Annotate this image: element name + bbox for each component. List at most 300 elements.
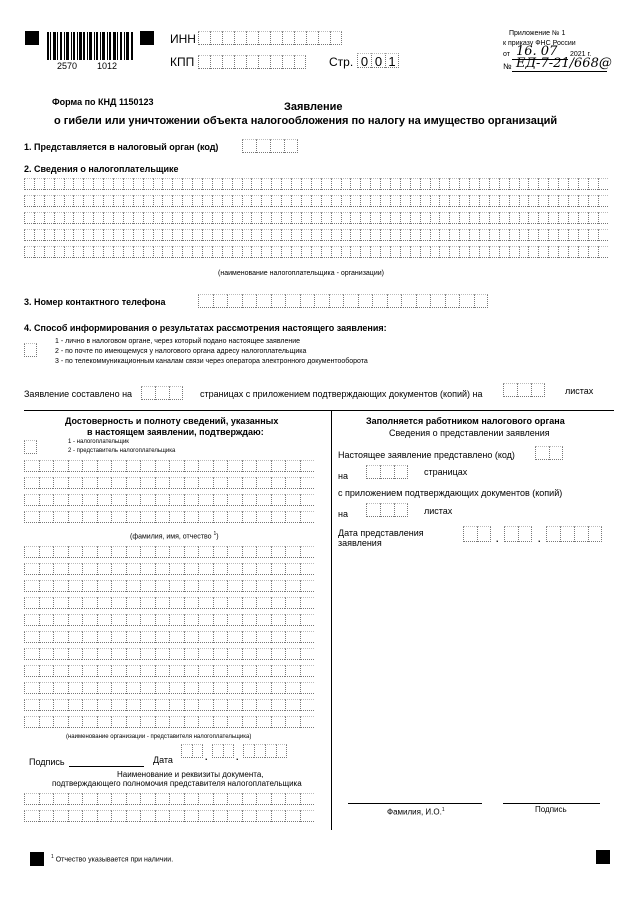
input-cell[interactable]	[281, 229, 291, 241]
input-cell[interactable]	[538, 229, 548, 241]
input-cell[interactable]	[140, 631, 155, 643]
input-cell[interactable]	[479, 178, 489, 190]
input-cell[interactable]	[133, 246, 143, 258]
input-cell[interactable]	[54, 246, 64, 258]
input-cell[interactable]	[169, 494, 184, 506]
input-cell[interactable]	[548, 246, 558, 258]
input-cell[interactable]	[300, 460, 315, 472]
input-cell[interactable]	[301, 212, 311, 224]
input-cell[interactable]	[82, 682, 97, 694]
input-cell[interactable]	[311, 195, 321, 207]
input-cell[interactable]	[430, 294, 445, 308]
input-cell[interactable]	[528, 229, 538, 241]
input-cell[interactable]	[123, 212, 133, 224]
input-cell[interactable]	[140, 793, 155, 805]
input-cell[interactable]	[82, 810, 97, 822]
input-cell[interactable]	[588, 526, 602, 542]
rep-org-row[interactable]	[24, 631, 314, 643]
input-cell[interactable]	[184, 460, 199, 472]
input-cell[interactable]	[519, 212, 529, 224]
input-cell[interactable]	[113, 229, 123, 241]
input-cell[interactable]	[519, 178, 529, 190]
input-cell[interactable]	[394, 503, 408, 517]
input-cell[interactable]	[93, 178, 103, 190]
input-cell[interactable]	[140, 460, 155, 472]
input-cell[interactable]	[213, 460, 228, 472]
input-cell[interactable]	[68, 546, 83, 558]
left-sign-line[interactable]	[69, 766, 144, 767]
input-cell[interactable]	[111, 580, 126, 592]
input-cell[interactable]	[198, 716, 213, 728]
input-cell[interactable]	[300, 810, 315, 822]
input-cell[interactable]	[300, 793, 315, 805]
input-cell[interactable]	[93, 212, 103, 224]
input-cell[interactable]	[504, 526, 518, 542]
input-cell[interactable]	[82, 580, 97, 592]
input-cell[interactable]	[479, 229, 489, 241]
input-cell[interactable]	[172, 246, 182, 258]
input-cell[interactable]	[192, 212, 202, 224]
rep-org-row[interactable]	[24, 563, 314, 575]
input-cell[interactable]	[83, 246, 93, 258]
input-cell[interactable]	[184, 546, 199, 558]
input-cell[interactable]	[256, 580, 271, 592]
input-cell[interactable]	[479, 212, 489, 224]
input-cell[interactable]	[140, 699, 155, 711]
input-cell[interactable]	[232, 195, 242, 207]
input-cell[interactable]	[68, 494, 83, 506]
input-cell[interactable]	[227, 294, 242, 308]
input-cell[interactable]	[182, 212, 192, 224]
input-cell[interactable]	[44, 246, 54, 258]
input-cell[interactable]	[111, 648, 126, 660]
input-cell[interactable]	[169, 648, 184, 660]
input-cell[interactable]	[24, 229, 34, 241]
input-cell[interactable]	[256, 294, 271, 308]
input-cell[interactable]	[53, 648, 68, 660]
input-cell[interactable]	[184, 614, 199, 626]
input-cell[interactable]	[285, 460, 300, 472]
input-cell[interactable]	[420, 246, 430, 258]
input-cell[interactable]	[509, 229, 519, 241]
input-cell[interactable]	[242, 665, 257, 677]
input-cell[interactable]	[370, 246, 380, 258]
input-cell[interactable]	[53, 699, 68, 711]
input-cell[interactable]	[68, 665, 83, 677]
input-cell[interactable]	[271, 212, 281, 224]
input-cell[interactable]	[140, 614, 155, 626]
phone-field[interactable]	[198, 294, 488, 308]
input-cell[interactable]	[251, 212, 261, 224]
input-cell[interactable]	[300, 699, 315, 711]
input-cell[interactable]	[53, 494, 68, 506]
input-cell[interactable]	[181, 744, 192, 758]
input-cell[interactable]	[439, 178, 449, 190]
input-cell[interactable]	[341, 178, 351, 190]
input-cell[interactable]	[271, 195, 281, 207]
input-cell[interactable]	[341, 212, 351, 224]
input-cell[interactable]	[242, 682, 257, 694]
input-cell[interactable]	[202, 229, 212, 241]
input-cell[interactable]	[39, 546, 54, 558]
input-cell[interactable]	[24, 580, 39, 592]
signer-fio-row[interactable]	[24, 494, 314, 506]
input-cell[interactable]	[82, 665, 97, 677]
input-cell[interactable]	[169, 614, 184, 626]
input-cell[interactable]	[126, 648, 141, 660]
input-cell[interactable]	[68, 631, 83, 643]
rep-org-row[interactable]	[24, 597, 314, 609]
input-cell[interactable]	[531, 383, 545, 397]
input-cell[interactable]	[271, 229, 281, 241]
input-cell[interactable]	[300, 716, 315, 728]
input-cell[interactable]	[103, 246, 113, 258]
input-cell[interactable]	[271, 597, 286, 609]
input-cell[interactable]	[126, 682, 141, 694]
input-cell[interactable]	[24, 682, 39, 694]
input-cell[interactable]	[588, 229, 598, 241]
input-cell[interactable]	[227, 665, 242, 677]
input-cell[interactable]	[232, 212, 242, 224]
input-cell[interactable]	[390, 195, 400, 207]
input-cell[interactable]	[271, 810, 286, 822]
input-cell[interactable]	[162, 229, 172, 241]
input-cell[interactable]	[126, 631, 141, 643]
input-cell[interactable]	[449, 246, 459, 258]
input-cell[interactable]	[331, 178, 341, 190]
input-cell[interactable]	[184, 810, 199, 822]
input-cell[interactable]	[410, 178, 420, 190]
input-cell[interactable]	[64, 229, 74, 241]
input-cell[interactable]	[242, 294, 257, 308]
input-cell[interactable]	[24, 699, 39, 711]
input-cell[interactable]	[213, 294, 228, 308]
input-cell[interactable]	[285, 597, 300, 609]
input-cell[interactable]	[83, 195, 93, 207]
input-cell[interactable]	[528, 195, 538, 207]
input-cell[interactable]	[68, 597, 83, 609]
input-cell[interactable]	[198, 294, 213, 308]
input-cell[interactable]	[169, 580, 184, 592]
input-cell[interactable]	[538, 178, 548, 190]
input-cell[interactable]	[242, 699, 257, 711]
input-cell[interactable]	[155, 563, 170, 575]
input-cell[interactable]	[97, 494, 112, 506]
input-cell[interactable]	[111, 716, 126, 728]
input-cell[interactable]	[97, 793, 112, 805]
input-cell[interactable]	[184, 793, 199, 805]
input-cell[interactable]	[227, 546, 242, 558]
input-cell[interactable]	[198, 55, 210, 69]
input-cell[interactable]	[256, 682, 271, 694]
input-cell[interactable]	[271, 477, 286, 489]
input-cell[interactable]	[276, 744, 287, 758]
input-cell[interactable]	[256, 810, 271, 822]
input-cell[interactable]	[202, 178, 212, 190]
input-cell[interactable]	[34, 246, 44, 258]
input-cell[interactable]	[380, 212, 390, 224]
input-cell[interactable]	[246, 31, 258, 45]
input-cell[interactable]	[285, 546, 300, 558]
input-cell[interactable]	[53, 614, 68, 626]
input-cell[interactable]	[169, 477, 184, 489]
input-cell[interactable]	[97, 597, 112, 609]
input-cell[interactable]	[213, 511, 228, 523]
input-cell[interactable]	[97, 546, 112, 558]
input-cell[interactable]	[256, 665, 271, 677]
input-cell[interactable]	[300, 597, 315, 609]
input-cell[interactable]	[93, 195, 103, 207]
input-cell[interactable]	[126, 716, 141, 728]
input-cell[interactable]	[123, 229, 133, 241]
input-cell[interactable]	[242, 195, 252, 207]
input-cell[interactable]	[282, 31, 294, 45]
input-cell[interactable]	[140, 665, 155, 677]
input-cell[interactable]	[169, 810, 184, 822]
input-cell[interactable]	[97, 631, 112, 643]
input-cell[interactable]	[140, 597, 155, 609]
input-cell[interactable]	[598, 212, 608, 224]
input-cell[interactable]	[54, 178, 64, 190]
input-cell[interactable]	[270, 55, 282, 69]
input-cell[interactable]	[182, 229, 192, 241]
input-cell[interactable]	[111, 793, 126, 805]
input-cell[interactable]	[300, 648, 315, 660]
input-cell[interactable]	[184, 494, 199, 506]
input-cell[interactable]	[155, 494, 170, 506]
input-cell[interactable]	[68, 699, 83, 711]
input-cell[interactable]	[256, 546, 271, 558]
input-cell[interactable]	[558, 178, 568, 190]
input-cell[interactable]	[140, 511, 155, 523]
input-cell[interactable]	[210, 31, 222, 45]
input-cell[interactable]	[227, 648, 242, 660]
input-cell[interactable]	[140, 477, 155, 489]
left-date-year[interactable]	[243, 744, 287, 758]
input-cell[interactable]	[469, 178, 479, 190]
input-cell[interactable]	[300, 614, 315, 626]
input-cell[interactable]	[271, 246, 281, 258]
input-cell[interactable]	[291, 246, 301, 258]
input-cell[interactable]	[242, 460, 257, 472]
input-cell[interactable]	[24, 195, 34, 207]
input-cell[interactable]	[82, 546, 97, 558]
input-cell[interactable]	[68, 614, 83, 626]
input-cell[interactable]	[54, 229, 64, 241]
input-cell[interactable]	[213, 546, 228, 558]
signer-type-field[interactable]	[24, 440, 37, 454]
input-cell[interactable]	[256, 511, 271, 523]
input-cell[interactable]	[291, 229, 301, 241]
input-cell[interactable]	[169, 460, 184, 472]
input-cell[interactable]	[285, 810, 300, 822]
signer-fio-row[interactable]	[24, 477, 314, 489]
input-cell[interactable]	[568, 212, 578, 224]
input-cell[interactable]	[578, 178, 588, 190]
input-cell[interactable]	[331, 246, 341, 258]
input-cell[interactable]	[285, 494, 300, 506]
input-cell[interactable]	[82, 699, 97, 711]
input-cell[interactable]	[242, 178, 252, 190]
input-cell[interactable]	[499, 178, 509, 190]
input-cell[interactable]	[568, 229, 578, 241]
input-cell[interactable]	[198, 793, 213, 805]
input-cell[interactable]	[198, 31, 210, 45]
input-cell[interactable]	[256, 631, 271, 643]
left-date-month[interactable]	[212, 744, 234, 758]
input-cell[interactable]	[410, 246, 420, 258]
left-date-day[interactable]	[181, 744, 203, 758]
input-cell[interactable]	[300, 294, 315, 308]
input-cell[interactable]	[350, 178, 360, 190]
input-cell[interactable]	[291, 212, 301, 224]
input-cell[interactable]	[155, 648, 170, 660]
taxpayer-name-row[interactable]	[24, 229, 608, 241]
input-cell[interactable]	[111, 460, 126, 472]
input-cell[interactable]	[184, 511, 199, 523]
input-cell[interactable]	[192, 195, 202, 207]
input-cell[interactable]	[420, 212, 430, 224]
input-cell[interactable]	[548, 229, 558, 241]
input-cell[interactable]	[198, 810, 213, 822]
input-cell[interactable]	[598, 229, 608, 241]
input-cell[interactable]	[169, 699, 184, 711]
input-cell[interactable]	[24, 563, 39, 575]
input-cell[interactable]	[281, 212, 291, 224]
input-cell[interactable]	[256, 477, 271, 489]
input-cell[interactable]	[519, 195, 529, 207]
input-cell[interactable]	[155, 386, 169, 400]
input-cell[interactable]	[140, 716, 155, 728]
input-cell[interactable]	[301, 195, 311, 207]
input-cell[interactable]	[578, 246, 588, 258]
input-cell[interactable]	[331, 195, 341, 207]
input-cell[interactable]	[300, 494, 315, 506]
input-cell[interactable]	[314, 294, 329, 308]
input-cell[interactable]	[400, 195, 410, 207]
input-cell[interactable]	[227, 511, 242, 523]
signer-fio-row[interactable]	[24, 460, 314, 472]
input-cell[interactable]	[301, 246, 311, 258]
input-cell[interactable]	[82, 614, 97, 626]
input-cell[interactable]	[64, 212, 74, 224]
input-cell[interactable]	[242, 511, 257, 523]
input-cell[interactable]	[271, 716, 286, 728]
input-cell[interactable]	[242, 648, 257, 660]
input-cell[interactable]	[126, 546, 141, 558]
input-cell[interactable]	[291, 195, 301, 207]
input-cell[interactable]	[162, 246, 172, 258]
input-cell[interactable]	[463, 526, 477, 542]
input-cell[interactable]	[380, 195, 390, 207]
input-cell[interactable]	[256, 699, 271, 711]
input-cell[interactable]	[68, 477, 83, 489]
input-cell[interactable]	[53, 665, 68, 677]
input-cell[interactable]	[155, 665, 170, 677]
input-cell[interactable]	[155, 716, 170, 728]
input-cell[interactable]	[113, 246, 123, 258]
input-cell[interactable]	[213, 665, 228, 677]
input-cell[interactable]	[285, 511, 300, 523]
input-cell[interactable]	[73, 178, 83, 190]
input-cell[interactable]	[169, 716, 184, 728]
input-cell[interactable]	[558, 229, 568, 241]
input-cell[interactable]	[97, 665, 112, 677]
input-cell[interactable]	[331, 229, 341, 241]
input-cell[interactable]	[261, 178, 271, 190]
input-cell[interactable]	[126, 511, 141, 523]
input-cell[interactable]	[578, 195, 588, 207]
input-cell[interactable]	[212, 178, 222, 190]
input-cell[interactable]	[538, 246, 548, 258]
input-cell[interactable]	[172, 178, 182, 190]
input-cell[interactable]	[479, 246, 489, 258]
input-cell[interactable]	[182, 178, 192, 190]
input-cell[interactable]	[242, 563, 257, 575]
input-cell[interactable]	[169, 665, 184, 677]
input-cell[interactable]	[285, 682, 300, 694]
input-cell[interactable]	[242, 580, 257, 592]
input-cell[interactable]	[111, 699, 126, 711]
input-cell[interactable]	[329, 294, 344, 308]
input-cell[interactable]	[242, 793, 257, 805]
input-cell[interactable]	[232, 178, 242, 190]
input-cell[interactable]	[126, 494, 141, 506]
input-cell[interactable]	[213, 477, 228, 489]
input-cell[interactable]	[227, 682, 242, 694]
input-cell[interactable]	[271, 631, 286, 643]
input-cell[interactable]	[459, 229, 469, 241]
input-cell[interactable]	[499, 229, 509, 241]
input-cell[interactable]	[410, 195, 420, 207]
input-cell[interactable]	[210, 55, 222, 69]
input-cell[interactable]	[198, 631, 213, 643]
input-cell[interactable]	[439, 195, 449, 207]
input-cell[interactable]	[202, 212, 212, 224]
input-cell[interactable]	[360, 178, 370, 190]
input-cell[interactable]	[169, 511, 184, 523]
input-cell[interactable]	[82, 477, 97, 489]
input-cell[interactable]	[24, 631, 39, 643]
input-cell[interactable]	[598, 178, 608, 190]
input-cell[interactable]	[111, 597, 126, 609]
input-cell[interactable]	[198, 546, 213, 558]
input-cell[interactable]	[97, 810, 112, 822]
input-cell[interactable]	[538, 212, 548, 224]
input-cell[interactable]	[271, 494, 286, 506]
input-cell[interactable]	[68, 563, 83, 575]
input-cell[interactable]	[227, 460, 242, 472]
input-cell[interactable]	[162, 195, 172, 207]
input-cell[interactable]	[535, 446, 549, 460]
input-cell[interactable]	[34, 195, 44, 207]
input-cell[interactable]	[242, 546, 257, 558]
input-cell[interactable]	[256, 460, 271, 472]
input-cell[interactable]	[390, 178, 400, 190]
input-cell[interactable]	[588, 195, 598, 207]
input-cell[interactable]	[213, 631, 228, 643]
input-cell[interactable]	[97, 511, 112, 523]
input-cell[interactable]	[459, 195, 469, 207]
input-cell[interactable]	[474, 294, 489, 308]
input-cell[interactable]	[251, 178, 261, 190]
right-sign-line[interactable]	[503, 803, 600, 804]
input-cell[interactable]	[213, 494, 228, 506]
input-cell[interactable]	[370, 195, 380, 207]
input-cell[interactable]	[387, 294, 402, 308]
input-cell[interactable]	[111, 631, 126, 643]
input-cell[interactable]	[459, 246, 469, 258]
